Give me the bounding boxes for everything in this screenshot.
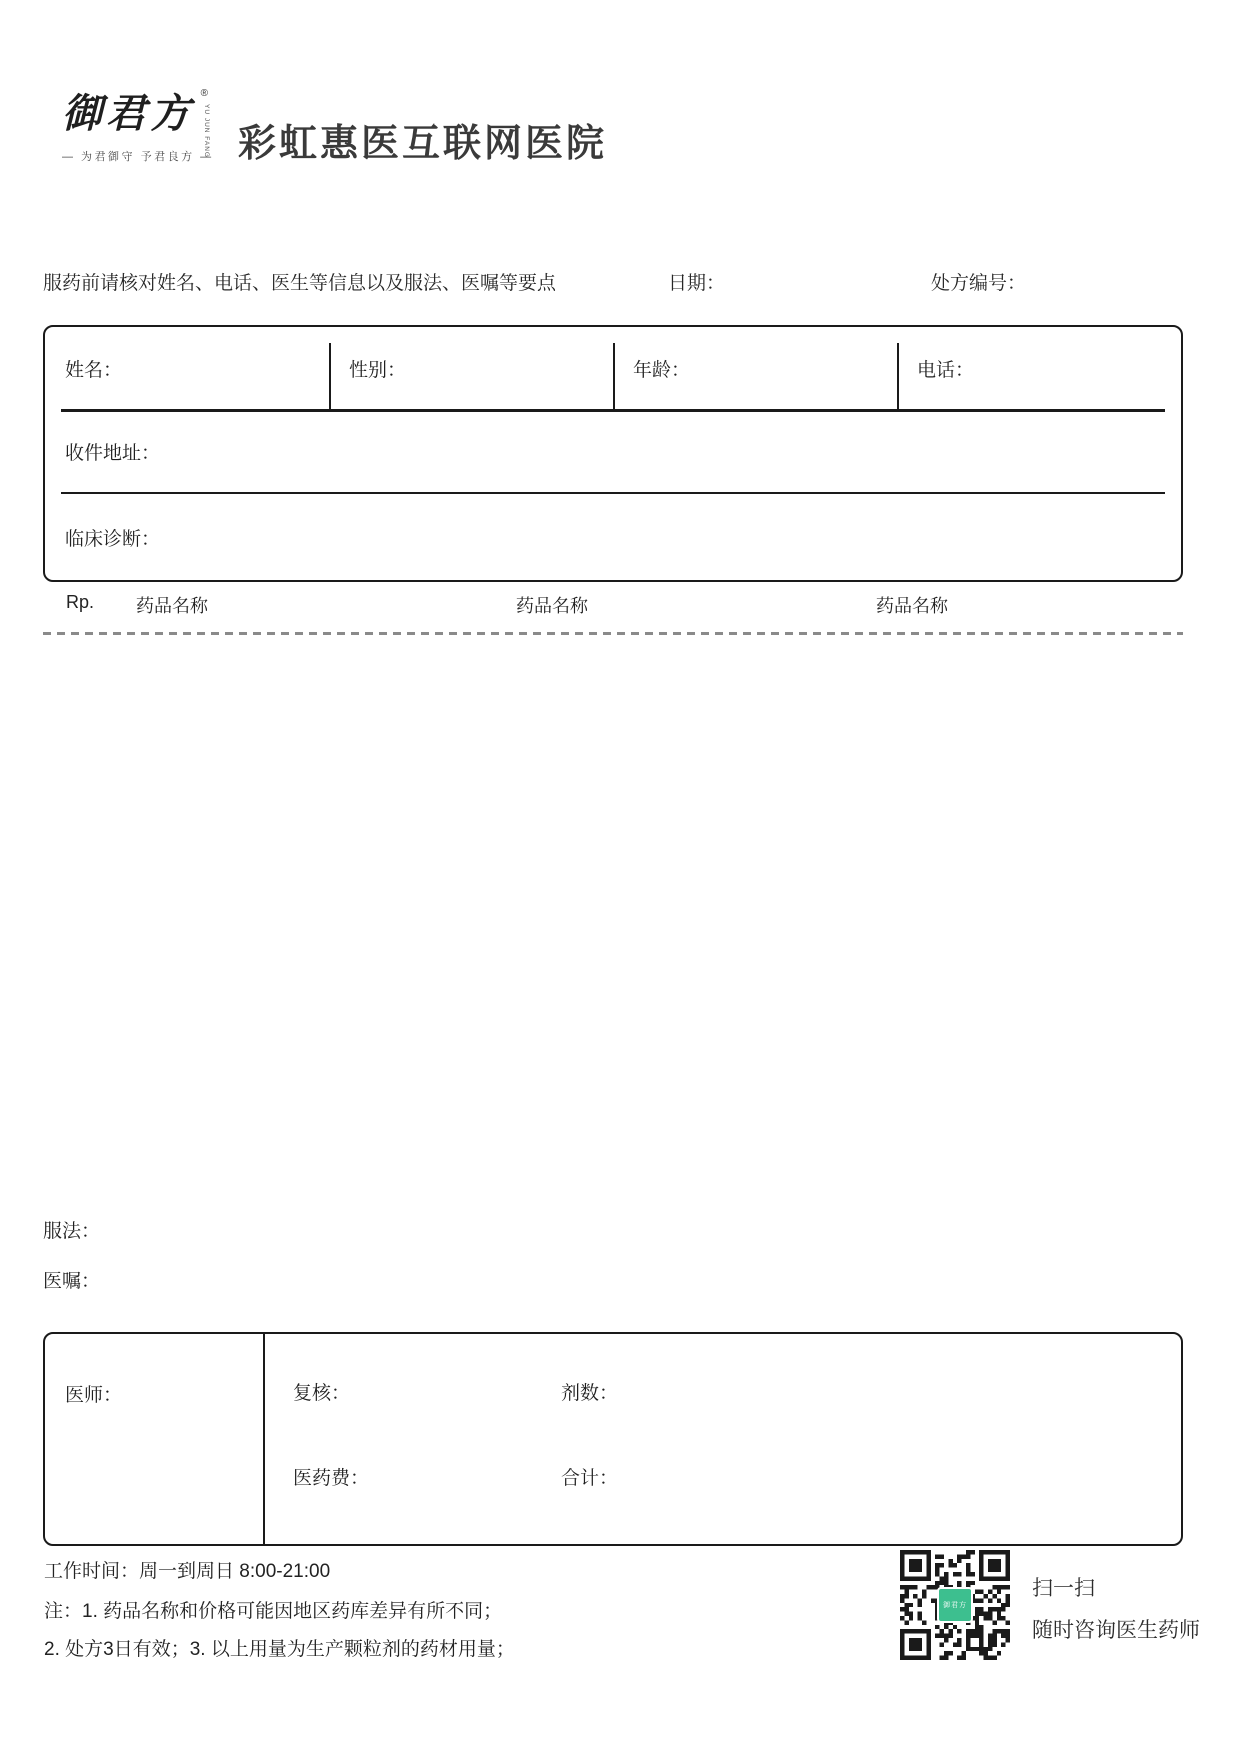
phone-field-label: 电话： [917,359,975,381]
brand-logo-text: 御君方 [62,91,194,136]
note-line-2: 2. 处方3日有效；3. 以上用量为生产颗粒剂的药材用量； [44,1639,515,1660]
drug-name-column-header: 药品名称 [876,596,948,616]
date-label: 日期： [668,273,726,294]
review-row [293,1378,1181,1405]
verification-notice: 服药前请核对姓名、电话、医生等信息以及服法、医嘱等要点 [43,273,557,294]
total-label: 合计： [561,1468,619,1489]
rp-mark: Rp. [66,592,95,612]
working-hours-text: 工作时间：周一到周日 8:00-21:00 [44,1561,331,1582]
signature-box [43,1332,1183,1546]
diagnosis-field-label: 临床诊断： [65,528,161,550]
address-field-label: 收件地址： [65,443,161,464]
qr-scan-label: 扫一扫 [1032,1577,1095,1600]
registered-trademark-icon: ® [200,88,208,99]
patient-row-basic [45,327,1181,409]
column-divider [897,343,899,409]
brand-logo [62,88,214,164]
usage-method-label: 服法： [43,1221,101,1242]
name-field-label: 姓名： [65,359,123,381]
prescription-number-label: 处方编号： [931,273,1027,294]
fee-row [293,1463,1181,1490]
qr-code [900,1550,1010,1660]
dose-count-label: 剂数： [561,1383,619,1404]
note-line-1: 注：1. 药品名称和价格可能因地区药库差异有所不同； [44,1601,503,1622]
qr-center-badge: 御君方 [937,1587,973,1623]
gender-field-label: 性别： [349,359,407,381]
diagnosis-row [45,494,1181,580]
medical-fee-label: 医药费： [293,1468,370,1489]
hospital-name-title: 彩虹惠医互联网医院 [238,123,608,165]
address-row [45,412,1181,492]
review-label: 复核： [293,1383,351,1404]
doctor-cell [45,1334,265,1544]
qr-scan-description: 随时咨询医生药师 [1032,1619,1200,1642]
column-divider [613,343,615,409]
drug-name-column-header: 药品名称 [136,596,208,616]
doctor-advice-label: 医嘱： [43,1271,101,1292]
patient-info-box [43,325,1183,582]
brand-logo-vertical-text: YU JUN FANG [203,104,210,158]
drug-name-column-header: 药品名称 [516,596,588,616]
review-cell [265,1334,1181,1544]
column-divider [329,343,331,409]
brand-tagline: — 为君御守 予君良方 — [62,151,214,163]
doctor-label: 医师： [65,1385,123,1406]
rp-separator-dashed-line [43,632,1183,635]
age-field-label: 年龄： [633,359,691,381]
